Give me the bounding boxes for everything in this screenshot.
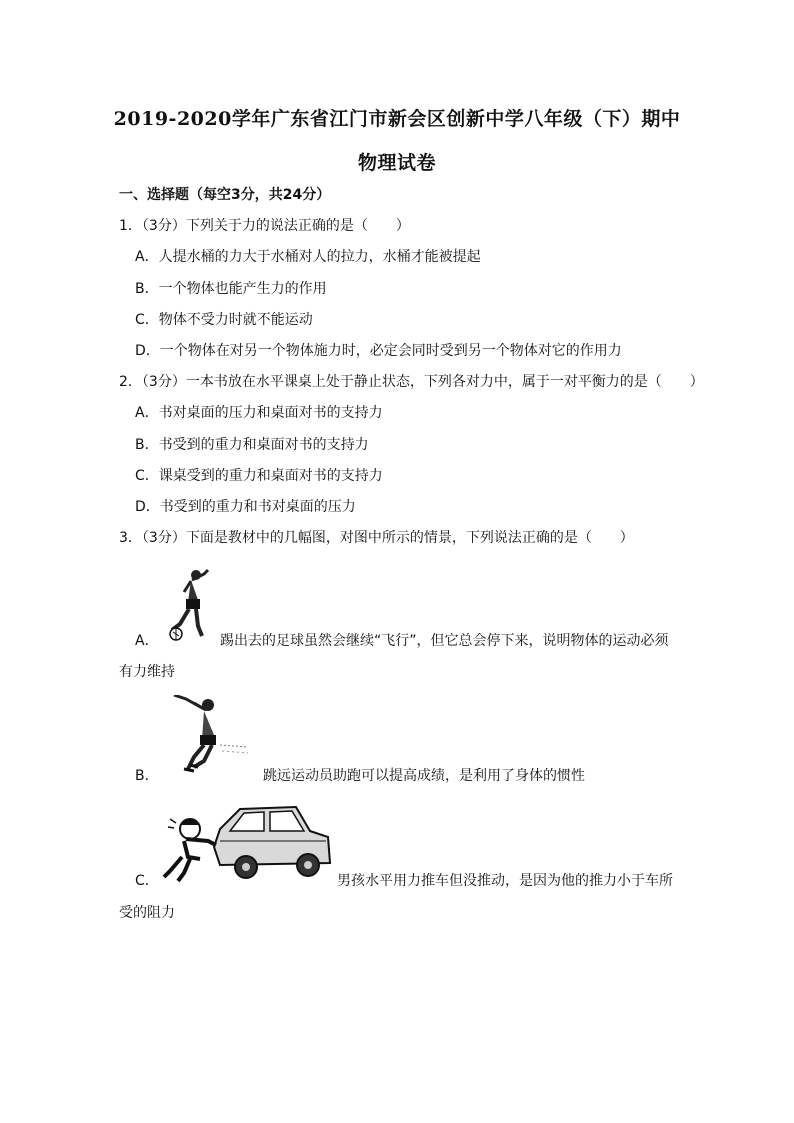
q2-option-d: D．书受到的重力和书对桌面的压力 — [135, 499, 356, 515]
question-2-stem: 2．（3分）一本书放在水平课桌上处于静止状态，下列各对力中，属于一对平衡力的是（ ） — [119, 374, 704, 390]
q2-option-c: C．课桌受到的重力和桌面对书的支持力 — [135, 468, 383, 484]
q3-option-b-label: B． — [135, 768, 159, 784]
q1-option-c: C．物体不受力时就不能运动 — [135, 312, 313, 328]
q3-option-a-continuation: 有力维持 — [119, 664, 175, 680]
q3-option-a-text: 踢出去的足球虽然会继续“飞行”，但它总会停下来，说明物体的运动必须 — [220, 633, 669, 649]
exam-title-line2: 物理试卷 — [357, 152, 436, 174]
q3-option-c-label: C． — [135, 873, 159, 889]
q1-option-b: B．一个物体也能产生力的作用 — [135, 281, 327, 297]
q1-option-d: D．一个物体在对另一个物体施力时，必定会同时受到另一个物体对它的作用力 — [135, 343, 622, 359]
question-1-stem: 1．（3分）下列关于力的说法正确的是（ ） — [119, 218, 410, 234]
section-heading: 一、选择题（每空3分，共24分） — [119, 187, 331, 203]
q3-option-b-text: 跳远运动员助跑可以提高成绩，是利用了身体的惯性 — [263, 768, 585, 784]
q3-option-a-label: A． — [135, 633, 159, 649]
soccer-player-figure — [164, 566, 214, 644]
q2-option-b: B．书受到的重力和桌面对书的支持力 — [135, 437, 369, 453]
q1-option-a: A．人提水桶的力大于水桶对人的拉力，水桶才能被提起 — [135, 249, 481, 265]
boy-pushing-car-figure — [160, 801, 334, 885]
long-jumper-figure — [164, 695, 248, 775]
question-3-stem: 3．（3分）下面是教材中的几幅图，对图中所示的情景，下列说法正确的是（ ） — [119, 530, 634, 546]
exam-title-line1: 2019-2020学年广东省江门市新会区创新中学八年级（下）期中 — [113, 108, 681, 130]
q2-option-a: A．书对桌面的压力和桌面对书的支持力 — [135, 405, 383, 421]
q3-option-c-text: 男孩水平用力推车但没推动，是因为他的推力小于车所 — [337, 873, 673, 889]
q3-option-c-continuation: 受的阻力 — [119, 905, 175, 921]
